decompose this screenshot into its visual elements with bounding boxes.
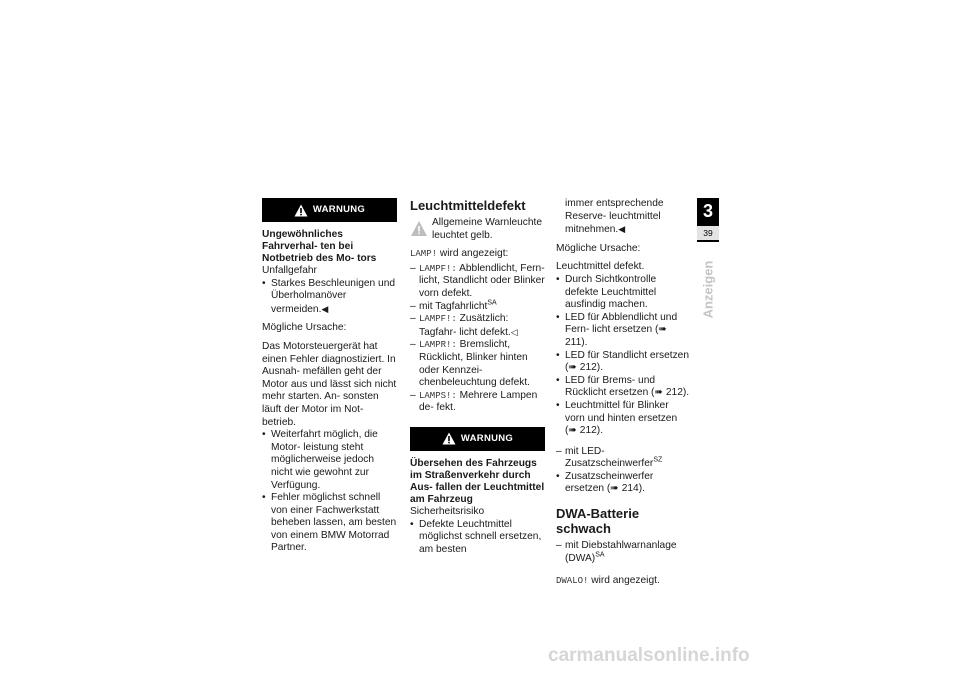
arrow-right-icon: ➠ <box>658 324 667 336</box>
display-text: wird angezeigt: <box>439 248 509 260</box>
list-item: – LAMPF!: Abblendlicht, Fern- licht, Standlicht oder Blinker vorn defekt. <box>410 263 545 301</box>
warning-lamp-row <box>410 217 545 242</box>
list-item: – mit Tagfahrlicht$^{SA}$ <box>410 301 545 314</box>
end-marker-icon: ◀ <box>321 303 329 314</box>
dash-list <box>410 263 545 415</box>
list-item: • Defekte Leuchtmittel möglichst schnell ersetzen, am besten <box>410 519 545 557</box>
list-item: – LAMPF!: Zusätzlich: Tagfahr- licht defekt.◁ <box>410 313 545 339</box>
list-item: • LED für Standlicht ersetzen (➠ 212). <box>556 350 690 375</box>
list-item: • Weiterfahrt möglich, die Motor- leistung steht möglicherweise jedoch nicht wie gewohnt zur Verfügung. <box>262 429 397 492</box>
list-item: – LAMPS!: Mehrere Lampen de- fekt. <box>410 390 545 415</box>
section-heading: DWA-Batterie schwach <box>556 506 640 537</box>
arrow-right-icon: ➠ <box>568 362 577 374</box>
page-ref-link[interactable]: 212 <box>579 362 597 374</box>
list-item: • LED für Abblendlicht und Fern- licht ersetzen (➠ 211). <box>556 312 690 350</box>
list-item: – LAMPR!: Bremslicht, Rücklicht, Blinker hinten oder Kennzei- chenbeleuchtung defekt. <box>410 339 545 389</box>
warning-label: WARNUNG <box>312 203 366 215</box>
warning-box-2 <box>410 427 545 451</box>
cause-text: Das Motorsteuergerät hat einen Fehler diagnostiziert. In Ausnah- mefällen geht der Motor aus und lässt sich nicht mehr starten. An- sonsten läuft der Motor im Not- betrieb. <box>262 340 397 428</box>
risk-text: Sicherheitsrisiko <box>410 505 485 517</box>
page-ref-link[interactable]: 212 <box>665 387 683 399</box>
dash-list <box>556 446 690 471</box>
arrow-right-icon: ➠ <box>610 483 619 495</box>
bullet-list <box>410 519 545 557</box>
end-marker-icon: ◁ <box>510 326 518 337</box>
page-ref-link[interactable]: 211 <box>565 336 582 348</box>
risk-text: Unfallgefahr <box>262 265 317 276</box>
end-marker-icon: ◀ <box>618 224 626 235</box>
section-label: Anzeigen <box>700 260 716 319</box>
dash-list <box>556 540 690 565</box>
page-ref-link[interactable]: 214 <box>621 483 639 495</box>
list-item: • Durch Sichtkontrolle defekte Leuchtmittel ausfindig machen. <box>556 274 690 312</box>
list-item: • Leuchtmittel für Blinker vorn und hinten ersetzen (➠ 212). <box>556 400 690 438</box>
list-item: – mit LED-Zusatzscheinwerfer$^{SZ}$ <box>556 446 690 471</box>
cause-text: Leuchtmittel defekt. <box>556 261 645 273</box>
column-2 <box>410 198 545 562</box>
lamp-text: Allgemeine Warnleuchte leuchtet gelb. <box>432 217 543 241</box>
column-3 <box>556 198 690 588</box>
warning-title: Übersehen des Fahrzeugs im Straßenverkehr durch Aus- fallen der Leuchtmittel am Fahrzeug <box>410 457 545 505</box>
warning-title: Ungewöhnliches Fahrverhal- ten bei Notbetrieb des Mo- tors <box>262 229 377 264</box>
bullet-list <box>556 274 690 438</box>
list-item: • Fehler möglichst schnell von einer Fachwerkstatt beheben lassen, am besten von einem BMW Motorrad Partner. <box>262 492 397 555</box>
section-heading: Leuchtmitteldefekt <box>410 198 526 213</box>
warning-triangle-icon <box>442 432 456 445</box>
list-item: • Starkes Beschleunigen und Überholmanöver vermeiden.◀ <box>262 278 397 317</box>
arrow-right-icon: ➠ <box>568 425 577 437</box>
continued-text: immer entsprechende Reserve- leuchtmittel mitnehmen.◀ <box>565 198 664 236</box>
watermark: carmanualsonline.info <box>548 645 750 666</box>
possible-cause-label: Mögliche Ursache: <box>262 322 347 334</box>
general-warning-light-icon <box>410 220 428 237</box>
column-1 <box>262 198 397 561</box>
bullet-list <box>262 278 397 317</box>
page-ref-link[interactable]: 212 <box>579 425 597 437</box>
warning-label: WARNUNG <box>460 432 514 444</box>
warning-triangle-icon <box>294 204 308 217</box>
bullet-list <box>556 471 690 496</box>
chapter-number: 3 <box>702 201 713 221</box>
warning-box-1 <box>262 198 397 222</box>
bullet-list <box>262 429 397 555</box>
page-number: 39 <box>697 226 719 240</box>
list-item: – mit Diebstahlwarnanlage (DWA)$^{SA}$ <box>556 540 690 565</box>
possible-cause-label: Mögliche Ursache: <box>556 242 641 254</box>
list-item: • Zusatzscheinwerfer ersetzen (➠ 214). <box>556 471 690 496</box>
display-code: DWALO! <box>556 576 589 587</box>
display-text: wird angezeigt. <box>591 575 660 587</box>
display-code: LAMP! <box>410 249 438 260</box>
arrow-right-icon: ➠ <box>654 387 664 399</box>
list-item: • LED für Brems- und Rücklicht ersetzen (➠ 212). <box>556 375 690 400</box>
